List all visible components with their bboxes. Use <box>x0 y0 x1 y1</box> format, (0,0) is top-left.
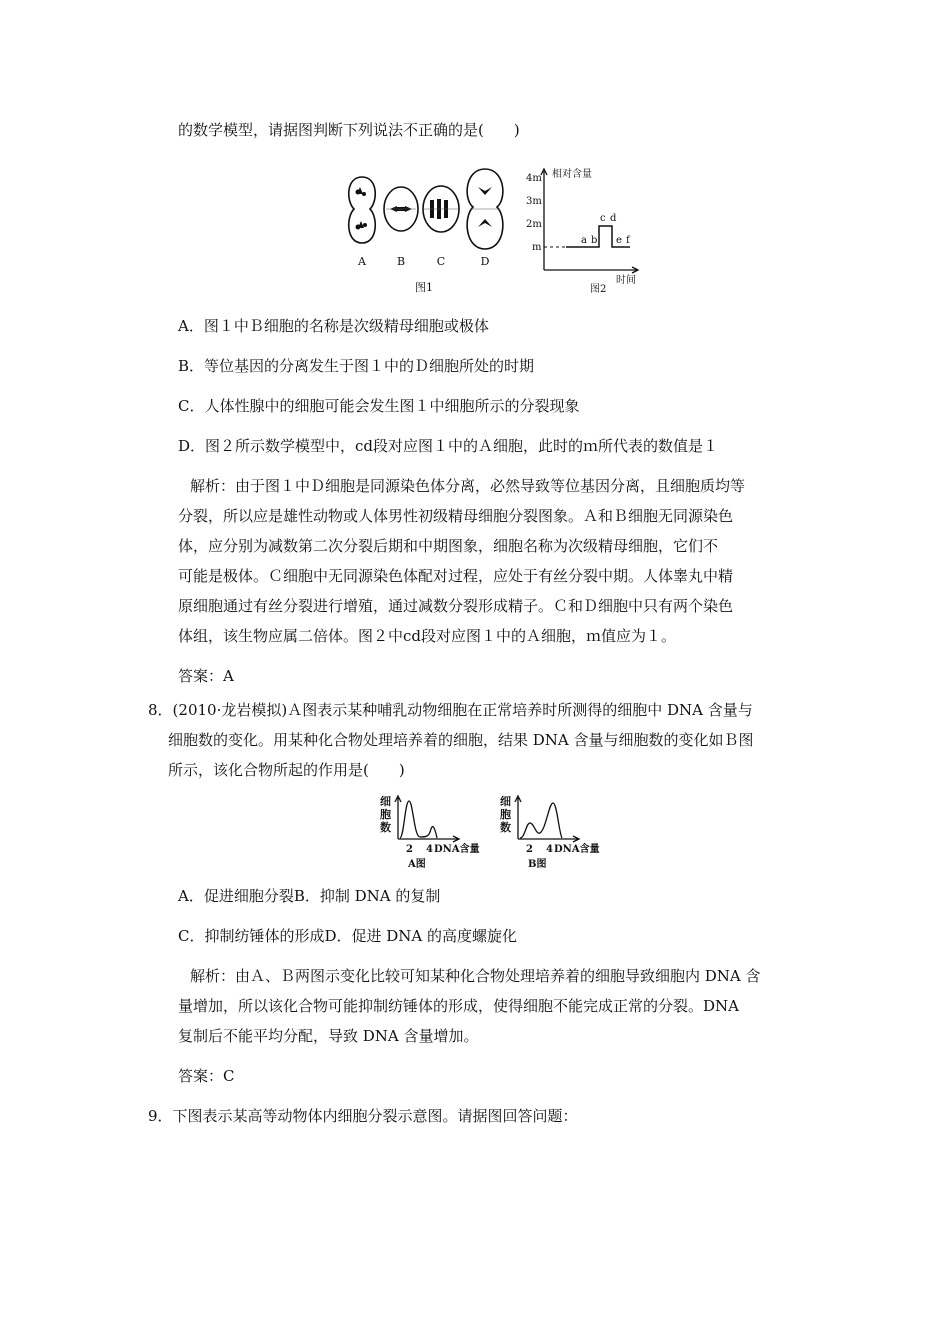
svg-text:4: 4 <box>426 844 433 855</box>
svg-text:数: 数 <box>380 821 391 834</box>
q8-stem-line: 细胞数的变化。用某种化合物处理培养着的细胞，结果 DNA 含量与细胞数的变化如Ｂ图 <box>168 731 754 749</box>
q7-analysis-line: 可能是极体。Ｃ细胞中无同源染色体配对过程，应处于有丝分裂中期。人体睾丸中精 <box>178 567 734 585</box>
svg-text:细: 细 <box>500 795 511 808</box>
q7-option-c: C．人体性腺中的细胞可能会发生图１中细胞所示的分裂现象 <box>178 397 580 415</box>
q7-stem-tail: 的数学模型，请据图判断下列说法不正确的是( ) <box>178 121 520 139</box>
svg-text:2m: 2m <box>526 219 542 230</box>
figure-2-graph <box>520 165 645 297</box>
q8-analysis-line: 量增加，所以该化合物可能抑制纺锤体的形成，使得细胞不能完成正常的分裂。DNA <box>178 997 739 1015</box>
svg-text:3m: 3m <box>526 196 542 207</box>
graph-b-caption: B图 <box>528 859 547 870</box>
figure-2-ylabel: 相对含量 <box>552 169 592 180</box>
svg-text:m: m <box>532 242 542 253</box>
cell-label-d: D <box>480 255 490 268</box>
q8-answer: 答案：C <box>178 1067 235 1085</box>
svg-text:f: f <box>626 235 630 246</box>
figure-2-caption: 图2 <box>590 284 607 295</box>
q7-option-d: D．图２所示数学模型中，cd段对应图１中的Ａ细胞，此时的ｍ所代表的数值是１ <box>178 437 719 455</box>
cell-a <box>349 177 376 243</box>
graph-b-curve <box>520 803 562 838</box>
q7-analysis-line: 原细胞通过有丝分裂进行增殖，通过减数分裂形成精子。Ｃ和Ｄ细胞中只有两个染色 <box>178 597 734 615</box>
svg-text:2: 2 <box>406 844 413 855</box>
svg-text:4m: 4m <box>526 173 542 184</box>
svg-text:a: a <box>581 235 587 246</box>
q7-analysis-line: 体组，该生物应属二倍体。图２中cd段对应图１中的Ａ细胞，ｍ值应为１。 <box>178 627 677 645</box>
q8-option-ab: A．促进细胞分裂B．抑制 DNA 的复制 <box>178 887 441 905</box>
figure-2-xlabel: 时间 <box>616 275 636 286</box>
q7-analysis-line: 体，应分别为减数第二次分裂后期和中期图象，细胞名称为次级精母细胞，它们不 <box>178 537 719 555</box>
figure-1-caption: 图1 <box>415 281 433 294</box>
cell-label-a: A <box>358 255 366 268</box>
svg-text:胞: 胞 <box>380 808 391 821</box>
q7-answer: 答案：A <box>178 667 234 685</box>
q9-stem: 9．下图表示某高等动物体内细胞分裂示意图。请据图回答问题： <box>148 1107 578 1125</box>
svg-text:e: e <box>616 235 622 246</box>
svg-text:数: 数 <box>500 821 511 834</box>
cell-label-c: C <box>436 255 446 268</box>
q7-analysis-line: 分裂，所以应是雄性动物或人体男性初级精母细胞分裂图象。Ａ和Ｂ细胞无同源染色 <box>178 507 734 525</box>
svg-text:4: 4 <box>546 844 553 855</box>
svg-text:胞: 胞 <box>500 808 511 821</box>
svg-text:DNA含量: DNA含量 <box>434 844 480 855</box>
cell-label-b: B <box>396 255 406 268</box>
q8-analysis-line: 复制后不能平均分配，导致 DNA 含量增加。 <box>178 1027 479 1045</box>
q8-stem-line: 8．(2010·龙岩模拟)Ａ图表示某种哺乳动物细胞在正常培养时所测得的细胞中 DNA 含量与 <box>148 701 753 719</box>
svg-text:DNA含量: DNA含量 <box>554 844 600 855</box>
graph-a-curve <box>400 801 437 838</box>
graph-a-caption: A图 <box>408 859 426 870</box>
figure-1-cells <box>340 165 512 297</box>
q7-analysis-line: 解析：由于图１中Ｄ细胞是同源染色体分离，必然导致等位基因分离，且细胞质均等 <box>190 477 746 495</box>
q8-option-cd: C．抑制纺锤体的形成D．促进 DNA 的高度螺旋化 <box>178 927 518 945</box>
svg-text:c: c <box>600 213 606 224</box>
q7-option-a: A．图１中Ｂ细胞的名称是次级精母细胞或极体 <box>178 317 489 335</box>
q8-analysis-line: 解析：由Ａ、Ｂ两图示变化比较可知某种化合物处理培养着的细胞导致细胞内 DNA 含 <box>190 967 761 985</box>
graph-b <box>498 793 608 875</box>
svg-text:细: 细 <box>380 795 391 808</box>
svg-text:b: b <box>591 235 598 246</box>
svg-text:d: d <box>610 213 617 224</box>
q8-stem-line: 所示，该化合物所起的作用是( ) <box>168 761 405 779</box>
graph-a <box>378 793 488 875</box>
q7-option-b: B．等位基因的分离发生于图１中的Ｄ细胞所处的时期 <box>178 357 535 375</box>
svg-text:2: 2 <box>526 844 533 855</box>
